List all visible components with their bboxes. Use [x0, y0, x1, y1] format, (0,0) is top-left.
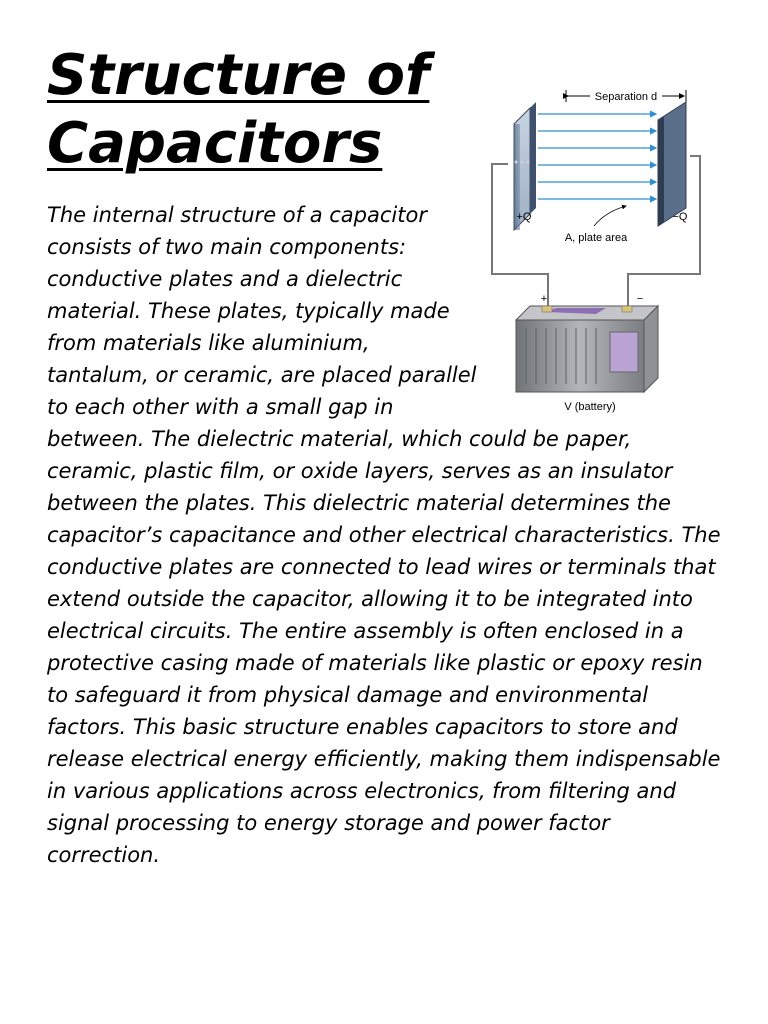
body-paragraph-text: The internal structure of a capacitor consists of two main components: conductive plates and a dielectric material. These plates, typically made from materials like aluminium, tantalum, or ceramic, are placed parallel to each other with a small gap in between. The dielectric material, which could be paper, ceramic, plastic film, or oxide layers, serves as an insulator between the plates. This dielectric material determines the capacitor’s capacitance and other electrical characteristics. The conductive plates are connected to lead wires or terminals that extend outside the capacitor, allowing it to be integrated into electrical circuits. The entire assembly is often enclosed in a protective casing made of materials like plastic or epoxy resin to safeguard it from physical damage and environmental factors. This basic structure enables capacitors to store and release electrical energy efficiently, making them indispensable in various applications across electronics, from filtering and signal processing to energy storage and power factor correction.	[47, 203, 721, 867]
battery-label: V (battery)	[564, 401, 616, 413]
field-lines	[538, 114, 656, 199]
separation-label: Separation d	[594, 91, 658, 103]
separation-dimension	[566, 90, 686, 103]
page-title	[47, 42, 487, 178]
minus-q-label: −Q	[672, 211, 688, 223]
body-paragraph	[47, 199, 727, 871]
charge-dots	[515, 161, 530, 164]
plus-q-label: +Q	[516, 211, 532, 223]
plate-area-label: A, plate area	[564, 232, 628, 244]
battery-minus-terminal: −	[636, 293, 644, 305]
page-title-text: Structure of Capacitors	[47, 43, 430, 176]
figure-wrap-spacer	[477, 199, 727, 421]
battery-plus-terminal: +	[540, 293, 548, 305]
